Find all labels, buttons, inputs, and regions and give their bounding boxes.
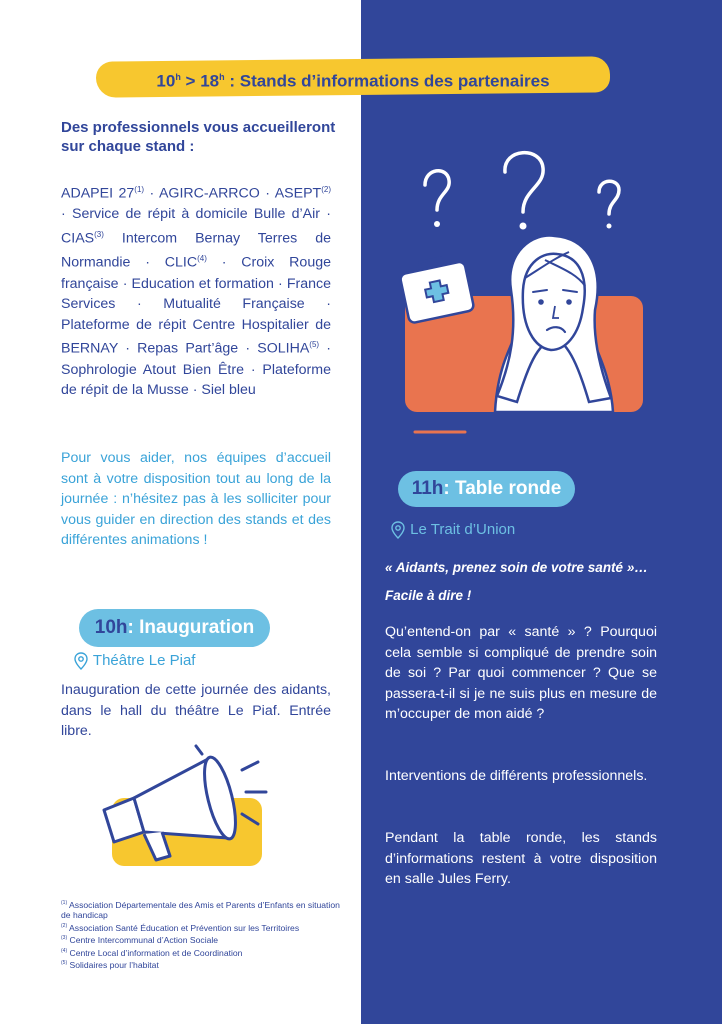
question-mark-icon: [425, 153, 619, 214]
footnote: $^{(1)}$ Association Départementale des Amis et Parents d’Enfants en situation de handicap: [61, 899, 340, 921]
inauguration-heading: 10h: Inauguration: [94, 617, 255, 638]
table-ronde-questions: Qu’entend-on par « santé » ? Pourquoi cela semble si compliqué de prendre soin de soi ? Par quoi commencer ? Que se passera-t-il si je ne suis plus en mesure de m’occuper de mon aidé ?: [385, 624, 657, 723]
stands-lead: Des professionnels vous accueilleront sur chaque stand :: [61, 119, 336, 155]
partners-list: ADAPEI $27^{(1)}$ · AGIRC-ARRCO · $ASEPT^{(2)}$ · Service de répit à domicile Bulle d’Air · $CIAS^{(3)}$ Intercom Bernay Terres de Normandie · $CLIC^{(4)}$ · Croix Rouge française · Education et formation · France Services · Mutualité Française · Plateforme de répit Centre Hospitalier de BERNAY · Repas Part’âge · $SOLIHA^{(5)}$ · Sophrologie Atout Bien Être · Plateforme de répit de la Musse · Siel bleu: [61, 185, 332, 399]
table-ronde-speakers: Interventions de différents professionnels.: [385, 768, 648, 784]
location-pin-icon: [73, 652, 89, 670]
megaphone-illustration: [92, 740, 272, 870]
inauguration-location-label: Théâtre Le Piaf: [92, 652, 196, 669]
schedule-banner-title: $10^h > 18^h$ : Stands d’informations des partenaires: [156, 71, 550, 91]
help-text: Pour vous aider, nos équipes d’accueil sont à votre disposition tout au long de la journée : n’hésitez pas à les solliciter pour vous guider en direction des stands et des différentes animations !: [61, 450, 331, 549]
table-ronde-location: [390, 521, 515, 539]
first-aid-kit-icon: [398, 253, 475, 323]
footnote: $^{(5)}$ Solidaires pour l’habitat: [61, 959, 159, 970]
table-ronde-info: Pendant la table ronde, les stands d’informations restent à votre disposition en salle Jules Ferry.: [385, 830, 657, 888]
table-ronde-quote: « Aidants, prenez soin de votre santé »… Facile à dire !: [385, 560, 648, 603]
footnote: $^{(2)}$ Association Santé Éducation et Prévention sur les Territoires: [61, 922, 300, 933]
inauguration-description: Inauguration de cette journée des aidants, dans le hall du théâtre Le Piaf. Entrée libre.: [61, 682, 331, 740]
table-ronde-heading: 11h: Table ronde: [411, 478, 562, 499]
location-pin-icon: [390, 521, 406, 539]
inauguration-location: [73, 652, 195, 670]
footnote: $^{(3)}$ Centre Intercommunal d’Action Sociale: [61, 935, 219, 946]
footnotes: [61, 898, 351, 970]
thinking-woman-illustration: [385, 140, 665, 440]
woman-figure: [495, 235, 613, 412]
table-ronde-location-label: Le Trait d’Union: [410, 521, 516, 538]
footnote: $^{(4)}$ Centre Local d’information et de Coordination: [61, 947, 243, 958]
